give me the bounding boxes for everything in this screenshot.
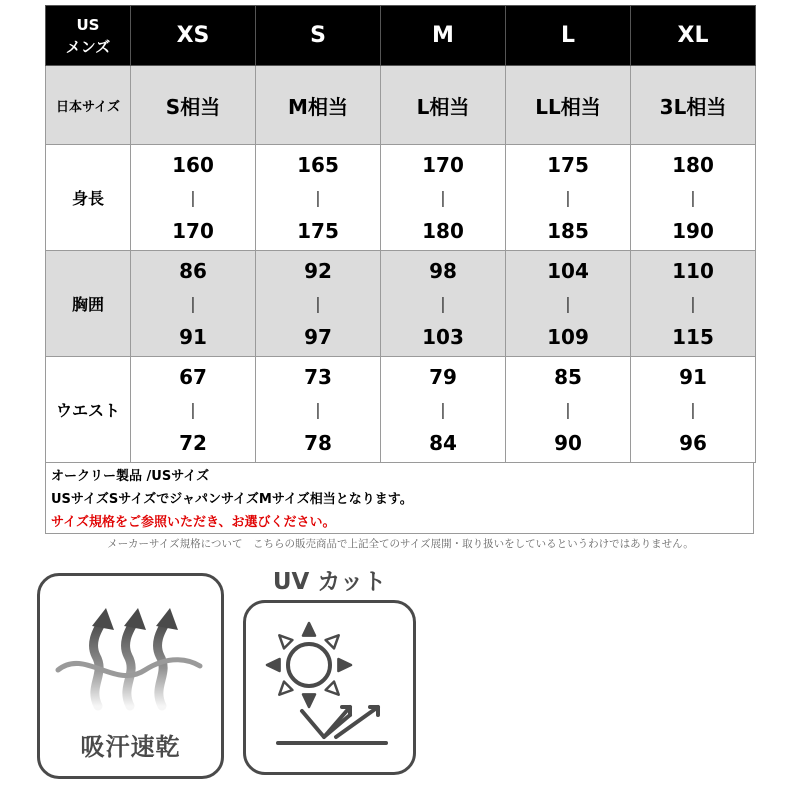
japan-size-row [46,66,756,145]
waist-label: ウエスト [46,357,131,463]
sun-ray [279,682,292,695]
note-line-conversion: USサイズSサイズでジャパンサイズMサイズ相当となります。 [51,492,413,507]
corner-label-mens: メンズ [65,37,111,56]
measurement-range-cell [506,357,631,463]
range-max: 78 [304,430,332,455]
range-min: 86 [179,258,207,283]
range-min: 85 [554,364,582,389]
range-separator: | [565,187,571,207]
range-min: 175 [547,152,589,177]
range-separator: | [440,399,446,419]
size-notes-box [45,462,754,534]
range-max: 84 [429,430,457,455]
uv-cut-badge [243,600,416,775]
range-max: 175 [297,218,339,243]
measurement-range-cell [631,145,756,251]
size-chart-table [45,5,756,463]
chest-label: 胸囲 [46,251,131,357]
sun-ray [303,694,315,707]
manufacturer-footnote: メーカーサイズ規格について こちらの販売商品で上記全てのサイズ展開・取り扱いをしているというわけではありません。 [107,538,694,550]
size-header-m: M [381,6,506,66]
measurement-range-cell [506,145,631,251]
size-header-l: L [506,6,631,66]
range-separator: | [690,399,696,419]
uv-cut-title: UV カット [272,569,387,595]
measurement-range-cell [131,251,256,357]
japan-size-label: 日本サイズ [46,66,131,145]
measurement-range-cell [256,251,381,357]
range-separator: | [190,293,196,313]
moisture-wicking-badge [37,573,224,779]
height-row [46,145,756,251]
size-header-s: S [256,6,381,66]
range-separator: | [190,399,196,419]
range-min: 104 [547,258,589,283]
range-separator: | [440,293,446,313]
measurement-range-cell [631,251,756,357]
moisture-wicking-icon [40,586,221,726]
range-max: 103 [422,324,464,349]
range-min: 165 [297,152,339,177]
japan-size-cell: LL相当 [506,66,631,145]
range-min: 91 [679,364,707,389]
range-min: 73 [304,364,332,389]
size-header-xs: XS [131,6,256,66]
range-separator: | [190,187,196,207]
measurement-range-cell [256,145,381,251]
measurement-range-cell [381,251,506,357]
note-line-warning: サイズ規格をご参照いただき、お選びください。 [51,515,336,530]
range-max: 180 [422,218,464,243]
measurement-range-cell [381,357,506,463]
range-separator: | [315,293,321,313]
uv-sun-icon [246,603,413,772]
japan-size-cell: S相当 [131,66,256,145]
range-max: 115 [672,324,714,349]
sun-ray [326,682,339,695]
range-min: 170 [422,152,464,177]
corner-header-cell [46,6,131,66]
range-max: 185 [547,218,589,243]
sun-ray [303,623,315,636]
range-max: 170 [172,218,214,243]
measurement-range-cell [131,357,256,463]
waist-row [46,357,756,463]
sun-ray [326,635,339,648]
measurement-range-cell [256,357,381,463]
chest-row [46,251,756,357]
range-max: 97 [304,324,332,349]
moisture-wicking-label: 吸汗速乾 [80,733,181,761]
japan-size-cell: 3L相当 [631,66,756,145]
range-separator: | [315,399,321,419]
range-max: 90 [554,430,582,455]
sun-ray [267,659,280,671]
range-min: 160 [172,152,214,177]
range-max: 72 [179,430,207,455]
range-min: 98 [429,258,457,283]
range-separator: | [565,399,571,419]
measurement-range-cell [381,145,506,251]
range-min: 110 [672,258,714,283]
range-max: 91 [179,324,207,349]
range-separator: | [440,187,446,207]
range-min: 180 [672,152,714,177]
sun-ray [338,659,351,671]
japan-size-cell: L相当 [381,66,506,145]
range-min: 92 [304,258,332,283]
range-max: 109 [547,324,589,349]
height-label: 身長 [46,145,131,251]
size-header-xl: XL [631,6,756,66]
range-min: 67 [179,364,207,389]
measurement-range-cell [631,357,756,463]
corner-label-us: US [76,15,100,34]
range-separator: | [565,293,571,313]
measurement-range-cell [506,251,631,357]
range-min: 79 [429,364,457,389]
range-max: 190 [672,218,714,243]
note-line-brand: オークリー製品 /USサイズ [51,469,210,484]
sun-ray [279,635,292,648]
range-separator: | [315,187,321,207]
range-separator: | [690,293,696,313]
range-max: 96 [679,430,707,455]
japan-size-cell: M相当 [256,66,381,145]
range-separator: | [690,187,696,207]
size-header-row [46,6,756,66]
measurement-range-cell [131,145,256,251]
